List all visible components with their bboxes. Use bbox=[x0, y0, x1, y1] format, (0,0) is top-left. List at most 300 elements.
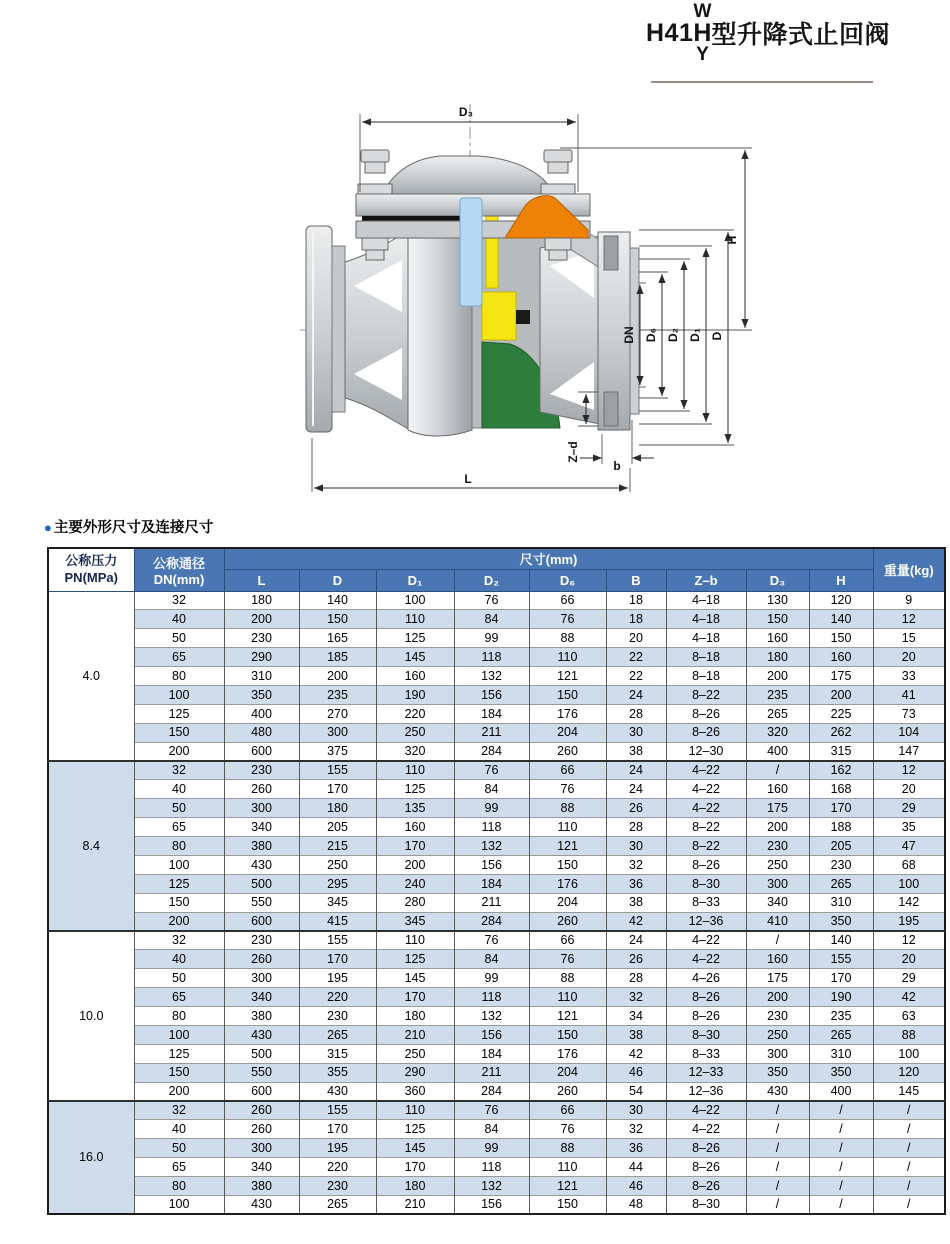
dim-cell: 8–26 bbox=[666, 988, 746, 1007]
dim-cell: 210 bbox=[376, 1025, 454, 1044]
dim-cell: 235 bbox=[746, 685, 809, 704]
dim-cell: 220 bbox=[299, 1158, 376, 1177]
section-heading bbox=[44, 516, 213, 537]
dim-cell: 66 bbox=[529, 1101, 606, 1120]
dim-cell: 150 bbox=[529, 855, 606, 874]
dim-cell: 104 bbox=[873, 723, 945, 742]
dim-cell: 200 bbox=[746, 667, 809, 686]
dim-cell: 50 bbox=[134, 1139, 224, 1158]
dim-cell: 230 bbox=[746, 1007, 809, 1026]
dim-cell: 18 bbox=[606, 591, 666, 610]
dim-cell: 30 bbox=[606, 1101, 666, 1120]
dim-cell: 121 bbox=[529, 1177, 606, 1196]
dim-cell: 170 bbox=[299, 950, 376, 969]
dim-cell: 4–22 bbox=[666, 780, 746, 799]
dim-cell: / bbox=[746, 1139, 809, 1158]
dimensions-table bbox=[47, 547, 946, 1215]
table-row bbox=[48, 837, 945, 856]
table-row bbox=[48, 780, 945, 799]
dim-cell: 265 bbox=[299, 1025, 376, 1044]
dim-cell: 185 bbox=[299, 648, 376, 667]
dim-cell: 168 bbox=[809, 780, 873, 799]
dim-label-zd: Z–d bbox=[566, 441, 580, 463]
dim-cell: 132 bbox=[454, 667, 529, 686]
dim-cell: 180 bbox=[376, 1177, 454, 1196]
pressure-group-cell: 10.0 bbox=[48, 931, 134, 1101]
dim-cell: 170 bbox=[299, 780, 376, 799]
dim-cell: 155 bbox=[299, 761, 376, 780]
dim-cell: / bbox=[809, 1177, 873, 1196]
dim-cell: 8–26 bbox=[666, 1158, 746, 1177]
dim-cell: 230 bbox=[224, 761, 299, 780]
model-variant-y: Y bbox=[696, 44, 709, 65]
dim-cell: 65 bbox=[134, 648, 224, 667]
dim-cell: 8–26 bbox=[666, 855, 746, 874]
dim-cell: 125 bbox=[376, 629, 454, 648]
dim-cell: 380 bbox=[224, 1177, 299, 1196]
dim-cell: 20 bbox=[873, 780, 945, 799]
dim-cell: 150 bbox=[299, 610, 376, 629]
dim-cell: 12–36 bbox=[666, 912, 746, 931]
dim-cell: 380 bbox=[224, 1007, 299, 1026]
dim-cell: 121 bbox=[529, 667, 606, 686]
col-header-pressure: 公称压力 PN(MPa) bbox=[48, 548, 134, 591]
valve-drawing bbox=[285, 100, 770, 505]
dim-cell: 188 bbox=[809, 818, 873, 837]
dim-cell: 42 bbox=[606, 912, 666, 931]
dim-cell: 38 bbox=[606, 893, 666, 912]
table-row bbox=[48, 1063, 945, 1082]
dim-cell: 160 bbox=[746, 629, 809, 648]
dim-cell: 42 bbox=[873, 988, 945, 1007]
dim-cell: / bbox=[809, 1196, 873, 1215]
dim-cell: 63 bbox=[873, 1007, 945, 1026]
dim-cell: 145 bbox=[376, 1139, 454, 1158]
col-header-size: D bbox=[299, 569, 376, 591]
dim-cell: 295 bbox=[299, 874, 376, 893]
dim-cell: 80 bbox=[134, 1177, 224, 1196]
dim-cell: 4–18 bbox=[666, 629, 746, 648]
dim-cell: 310 bbox=[809, 1044, 873, 1063]
dim-cell: 110 bbox=[376, 931, 454, 950]
col-header-size: B bbox=[606, 569, 666, 591]
dim-cell: 250 bbox=[376, 1044, 454, 1063]
dim-cell: 118 bbox=[454, 1158, 529, 1177]
dim-cell: 35 bbox=[873, 818, 945, 837]
dim-cell: 76 bbox=[529, 950, 606, 969]
dim-cell: / bbox=[746, 1196, 809, 1215]
dim-label-d1: D₁ bbox=[688, 328, 702, 342]
dim-cell: 150 bbox=[134, 723, 224, 742]
dim-cell: 140 bbox=[299, 591, 376, 610]
dim-cell: 200 bbox=[299, 667, 376, 686]
dim-cell: 345 bbox=[299, 893, 376, 912]
table-row bbox=[48, 1120, 945, 1139]
dim-cell: 250 bbox=[746, 1025, 809, 1044]
dim-label-d2: D₂ bbox=[666, 328, 680, 342]
dim-cell: 76 bbox=[529, 610, 606, 629]
dim-cell: 84 bbox=[454, 780, 529, 799]
dim-cell: 121 bbox=[529, 1007, 606, 1026]
dim-cell: 210 bbox=[376, 1196, 454, 1215]
dim-cell: 47 bbox=[873, 837, 945, 856]
model-variant-w: W bbox=[693, 1, 712, 22]
dim-cell: 320 bbox=[746, 723, 809, 742]
dim-cell: 150 bbox=[529, 685, 606, 704]
dim-cell: 260 bbox=[224, 1120, 299, 1139]
dim-cell: 100 bbox=[134, 1196, 224, 1215]
dim-cell: 8–33 bbox=[666, 1044, 746, 1063]
dim-cell: 320 bbox=[376, 742, 454, 761]
title-underline bbox=[651, 81, 873, 83]
section-title: 主要外形尺寸及连接尺寸 bbox=[53, 520, 214, 536]
dim-cell: 265 bbox=[299, 1196, 376, 1215]
dim-cell: 54 bbox=[606, 1082, 666, 1101]
dim-cell: 204 bbox=[529, 893, 606, 912]
table-row bbox=[48, 1139, 945, 1158]
dim-cell: 12 bbox=[873, 610, 945, 629]
dim-cell: 190 bbox=[809, 988, 873, 1007]
dim-cell: 600 bbox=[224, 912, 299, 931]
dim-cell: 30 bbox=[606, 723, 666, 742]
dim-cell: / bbox=[746, 1120, 809, 1139]
dim-cell: 48 bbox=[606, 1196, 666, 1215]
dim-cell: 4–22 bbox=[666, 1101, 746, 1120]
dim-cell: 230 bbox=[299, 1007, 376, 1026]
dim-cell: 345 bbox=[376, 912, 454, 931]
dim-cell: 170 bbox=[376, 988, 454, 1007]
dim-cell: 12–36 bbox=[666, 1082, 746, 1101]
dim-cell: 80 bbox=[134, 1007, 224, 1026]
dim-cell: 84 bbox=[454, 1120, 529, 1139]
dim-label-d6: D₆ bbox=[644, 327, 658, 343]
table-row bbox=[48, 931, 945, 950]
dim-cell: 110 bbox=[376, 610, 454, 629]
dim-cell: / bbox=[873, 1158, 945, 1177]
dim-cell: 170 bbox=[809, 969, 873, 988]
dim-cell: 12–30 bbox=[666, 742, 746, 761]
dim-cell: / bbox=[873, 1139, 945, 1158]
dim-cell: 156 bbox=[454, 855, 529, 874]
dim-cell: 145 bbox=[376, 648, 454, 667]
dim-cell: 156 bbox=[454, 1025, 529, 1044]
col-header-size: H bbox=[809, 569, 873, 591]
dim-cell: 9 bbox=[873, 591, 945, 610]
dim-cell: 310 bbox=[809, 893, 873, 912]
dim-cell: 260 bbox=[224, 1101, 299, 1120]
dim-cell: 66 bbox=[529, 761, 606, 780]
dim-cell: 190 bbox=[376, 685, 454, 704]
dim-cell: 350 bbox=[746, 1063, 809, 1082]
dim-cell: 132 bbox=[454, 837, 529, 856]
dim-cell: 100 bbox=[873, 874, 945, 893]
dim-cell: 265 bbox=[809, 1025, 873, 1044]
dim-cell: 220 bbox=[299, 988, 376, 1007]
col-header-size: D₂ bbox=[454, 569, 529, 591]
dim-cell: 430 bbox=[746, 1082, 809, 1101]
dim-cell: 260 bbox=[224, 950, 299, 969]
dim-cell: 235 bbox=[809, 1007, 873, 1026]
dim-cell: 400 bbox=[809, 1082, 873, 1101]
dim-cell: 150 bbox=[746, 610, 809, 629]
dim-cell: 176 bbox=[529, 874, 606, 893]
dim-cell: 160 bbox=[746, 950, 809, 969]
dim-cell: 184 bbox=[454, 1044, 529, 1063]
dim-cell: 156 bbox=[454, 1196, 529, 1215]
dim-cell: 15 bbox=[873, 629, 945, 648]
dim-cell: 300 bbox=[224, 799, 299, 818]
dim-cell: 204 bbox=[529, 723, 606, 742]
dim-cell: 225 bbox=[809, 704, 873, 723]
dim-cell: 46 bbox=[606, 1177, 666, 1196]
dim-cell: 180 bbox=[746, 648, 809, 667]
dim-cell: 76 bbox=[529, 1120, 606, 1139]
dim-cell: 118 bbox=[454, 988, 529, 1007]
dim-cell: 8–22 bbox=[666, 837, 746, 856]
dim-cell: 88 bbox=[529, 969, 606, 988]
table-row bbox=[48, 950, 945, 969]
dim-cell: 160 bbox=[376, 818, 454, 837]
dim-cell: 220 bbox=[376, 704, 454, 723]
dim-cell: 88 bbox=[873, 1025, 945, 1044]
dim-cell: / bbox=[809, 1101, 873, 1120]
dim-cell: 200 bbox=[746, 818, 809, 837]
dim-cell: 205 bbox=[809, 837, 873, 856]
dim-cell: 145 bbox=[873, 1082, 945, 1101]
dim-cell: 24 bbox=[606, 761, 666, 780]
dim-cell: 4–22 bbox=[666, 799, 746, 818]
dim-cell: / bbox=[746, 931, 809, 950]
col-header-size: L bbox=[224, 569, 299, 591]
dim-cell: 99 bbox=[454, 1139, 529, 1158]
dim-cell: 32 bbox=[134, 1101, 224, 1120]
dim-cell: 110 bbox=[376, 761, 454, 780]
dim-label-d3: D₃ bbox=[458, 105, 474, 119]
dim-cell: 500 bbox=[224, 874, 299, 893]
table-row bbox=[48, 1044, 945, 1063]
dim-cell: 265 bbox=[809, 874, 873, 893]
dim-cell: 42 bbox=[606, 1044, 666, 1063]
dim-cell: / bbox=[809, 1120, 873, 1139]
dim-cell: 600 bbox=[224, 1082, 299, 1101]
dim-cell: 66 bbox=[529, 591, 606, 610]
dim-cell: 200 bbox=[134, 1082, 224, 1101]
dim-cell: 4–26 bbox=[666, 969, 746, 988]
dim-cell: 205 bbox=[299, 818, 376, 837]
dim-cell: 230 bbox=[299, 1177, 376, 1196]
table-row bbox=[48, 742, 945, 761]
dim-cell: 32 bbox=[134, 931, 224, 950]
dim-cell: 4–22 bbox=[666, 1120, 746, 1139]
dim-cell: 32 bbox=[134, 591, 224, 610]
dim-cell: 125 bbox=[134, 874, 224, 893]
dim-cell: 4–22 bbox=[666, 931, 746, 950]
model-variant-stack bbox=[693, 2, 711, 64]
table-row bbox=[48, 1196, 945, 1215]
dim-cell: 284 bbox=[454, 1082, 529, 1101]
dim-cell: 125 bbox=[376, 780, 454, 799]
dim-cell: 100 bbox=[134, 685, 224, 704]
pressure-group-cell: 16.0 bbox=[48, 1101, 134, 1214]
dim-cell: 8–18 bbox=[666, 648, 746, 667]
dim-cell: 315 bbox=[809, 742, 873, 761]
dim-cell: 8–26 bbox=[666, 723, 746, 742]
dim-cell: 4–18 bbox=[666, 610, 746, 629]
dim-cell: 20 bbox=[873, 648, 945, 667]
dim-cell: 340 bbox=[746, 893, 809, 912]
dim-cell: 200 bbox=[376, 855, 454, 874]
dim-cell: 12–33 bbox=[666, 1063, 746, 1082]
dim-cell: 99 bbox=[454, 799, 529, 818]
dim-cell: 430 bbox=[224, 1025, 299, 1044]
dim-cell: 250 bbox=[376, 723, 454, 742]
dim-cell: 170 bbox=[376, 837, 454, 856]
dim-cell: 121 bbox=[529, 837, 606, 856]
dim-cell: 29 bbox=[873, 969, 945, 988]
dim-cell: 310 bbox=[224, 667, 299, 686]
dim-cell: 230 bbox=[809, 855, 873, 874]
dim-cell: / bbox=[746, 1101, 809, 1120]
dim-cell: 8–30 bbox=[666, 874, 746, 893]
dim-cell: 165 bbox=[299, 629, 376, 648]
table-row bbox=[48, 591, 945, 610]
dim-cell: 140 bbox=[809, 931, 873, 950]
dim-cell: 32 bbox=[134, 761, 224, 780]
dim-cell: / bbox=[746, 1158, 809, 1177]
dim-cell: 290 bbox=[376, 1063, 454, 1082]
dim-cell: 260 bbox=[529, 1082, 606, 1101]
model-prefix: H41 bbox=[646, 18, 694, 47]
dim-cell: 120 bbox=[873, 1063, 945, 1082]
table-row bbox=[48, 667, 945, 686]
dim-cell: 150 bbox=[529, 1196, 606, 1215]
dim-cell: 284 bbox=[454, 912, 529, 931]
dim-cell: 150 bbox=[134, 1063, 224, 1082]
dim-cell: 125 bbox=[376, 950, 454, 969]
dim-cell: 184 bbox=[454, 874, 529, 893]
dim-cell: 110 bbox=[529, 818, 606, 837]
bullet-icon: ● bbox=[44, 520, 52, 535]
table-row bbox=[48, 761, 945, 780]
dim-cell: 300 bbox=[746, 874, 809, 893]
dim-cell: 132 bbox=[454, 1177, 529, 1196]
dim-cell: 155 bbox=[299, 931, 376, 950]
dim-cell: 8–33 bbox=[666, 893, 746, 912]
dim-cell: 176 bbox=[529, 704, 606, 723]
dim-cell: 350 bbox=[809, 912, 873, 931]
dim-cell: 250 bbox=[746, 855, 809, 874]
dim-cell: / bbox=[873, 1196, 945, 1215]
dim-cell: 200 bbox=[809, 685, 873, 704]
dim-cell: 145 bbox=[376, 969, 454, 988]
dim-cell: 20 bbox=[606, 629, 666, 648]
dim-cell: 4–22 bbox=[666, 950, 746, 969]
dim-label-h: H bbox=[725, 235, 739, 245]
dim-cell: 65 bbox=[134, 1158, 224, 1177]
dim-label-b: b bbox=[613, 459, 621, 473]
dim-cell: 430 bbox=[224, 855, 299, 874]
dim-cell: 250 bbox=[299, 855, 376, 874]
dim-cell: 140 bbox=[809, 610, 873, 629]
col-header-size-group: 尺寸(mm) bbox=[224, 548, 873, 569]
dim-cell: 500 bbox=[224, 1044, 299, 1063]
dim-cell: 50 bbox=[134, 799, 224, 818]
dim-cell: 215 bbox=[299, 837, 376, 856]
dim-cell: 142 bbox=[873, 893, 945, 912]
dim-cell: 130 bbox=[746, 591, 809, 610]
table-row bbox=[48, 1101, 945, 1120]
dim-cell: 8–26 bbox=[666, 1139, 746, 1158]
dim-cell: 12 bbox=[873, 931, 945, 950]
dim-cell: 4–18 bbox=[666, 591, 746, 610]
dim-cell: 270 bbox=[299, 704, 376, 723]
dim-cell: 415 bbox=[299, 912, 376, 931]
dim-cell: 300 bbox=[746, 1044, 809, 1063]
dim-cell: 110 bbox=[376, 1101, 454, 1120]
dim-cell: 33 bbox=[873, 667, 945, 686]
dim-cell: 211 bbox=[454, 1063, 529, 1082]
dim-cell: 44 bbox=[606, 1158, 666, 1177]
dim-cell: 118 bbox=[454, 648, 529, 667]
dim-cell: 32 bbox=[606, 855, 666, 874]
dim-cell: / bbox=[809, 1158, 873, 1177]
dim-cell: 355 bbox=[299, 1063, 376, 1082]
dim-cell: 76 bbox=[454, 931, 529, 950]
dim-cell: 156 bbox=[454, 685, 529, 704]
dim-cell: 76 bbox=[529, 780, 606, 799]
page-title bbox=[646, 2, 890, 64]
dim-cell: 430 bbox=[299, 1082, 376, 1101]
dim-cell: 40 bbox=[134, 950, 224, 969]
dim-cell: 118 bbox=[454, 818, 529, 837]
dim-cell: 260 bbox=[224, 780, 299, 799]
dim-cell: 26 bbox=[606, 950, 666, 969]
dim-label-d: D bbox=[710, 331, 724, 341]
dim-cell: 88 bbox=[529, 1139, 606, 1158]
dims-table-body bbox=[48, 591, 945, 1214]
table-row bbox=[48, 855, 945, 874]
dim-cell: 65 bbox=[134, 818, 224, 837]
dim-cell: 99 bbox=[454, 969, 529, 988]
dim-cell: 80 bbox=[134, 837, 224, 856]
dim-cell: 8–22 bbox=[666, 818, 746, 837]
dim-cell: 175 bbox=[746, 799, 809, 818]
dim-cell: 204 bbox=[529, 1063, 606, 1082]
dim-label-dn: DN bbox=[622, 326, 636, 344]
dim-cell: 200 bbox=[134, 912, 224, 931]
dim-cell: 147 bbox=[873, 742, 945, 761]
dim-cell: 280 bbox=[376, 893, 454, 912]
dim-cell: 34 bbox=[606, 1007, 666, 1026]
dim-cell: 180 bbox=[299, 799, 376, 818]
dim-cell: 8–26 bbox=[666, 1177, 746, 1196]
dim-cell: 340 bbox=[224, 818, 299, 837]
pressure-group-cell: 8.4 bbox=[48, 761, 134, 931]
table-row bbox=[48, 1025, 945, 1044]
dim-cell: 180 bbox=[376, 1007, 454, 1026]
dim-cell: 260 bbox=[529, 912, 606, 931]
table-row bbox=[48, 988, 945, 1007]
dim-cell: 8–26 bbox=[666, 1007, 746, 1026]
dim-cell: 100 bbox=[134, 855, 224, 874]
dim-cell: 480 bbox=[224, 723, 299, 742]
table-row bbox=[48, 893, 945, 912]
table-row bbox=[48, 685, 945, 704]
dim-cell: 265 bbox=[746, 704, 809, 723]
dim-cell: 41 bbox=[873, 685, 945, 704]
dim-cell: 29 bbox=[873, 799, 945, 818]
table-row bbox=[48, 648, 945, 667]
